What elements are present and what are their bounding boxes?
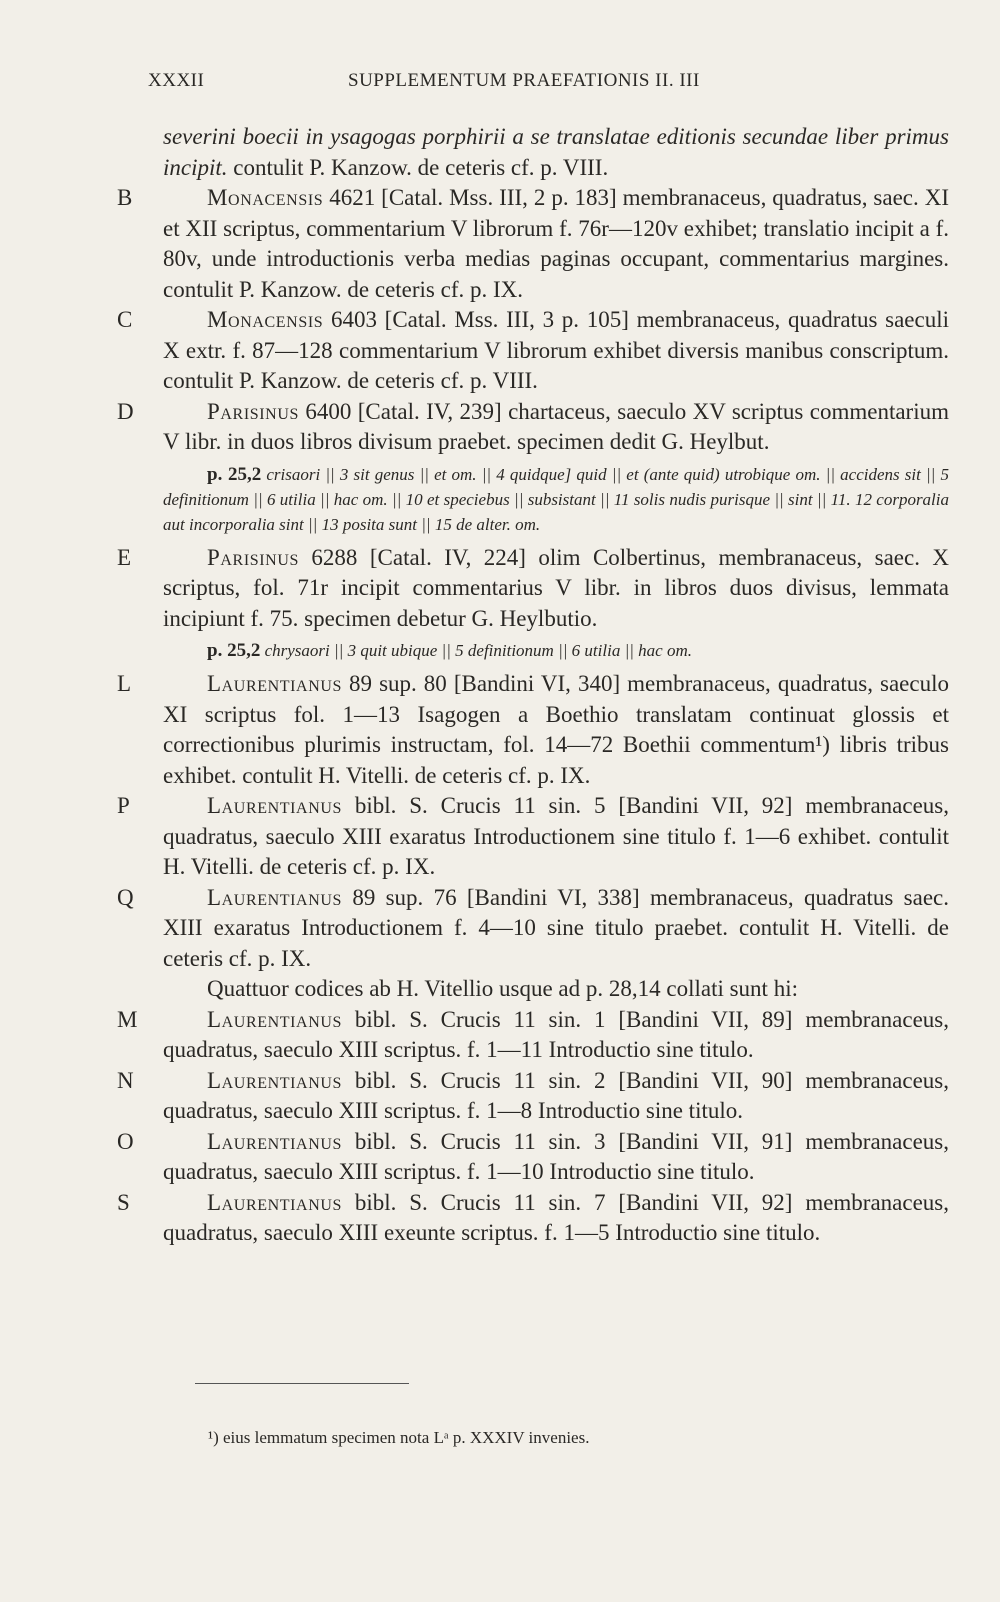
manuscript-description: bibl. S. Crucis 11 sin. 2 [Bandini VII, 90] membranaceus, quadratus, saeculo XIII scriptus. f. 1—8 Introductio sine titulo. [163, 1067, 949, 1123]
siglum: L [117, 671, 132, 696]
manuscript-name: Laurentianus [207, 671, 343, 696]
siglum: N [117, 1067, 134, 1093]
manuscript-description: 6288 [Catal. IV, 224] olim Colbertinus, membranaceus, saec. X scriptus, fol. 71r incipit commentarius V libr. in libros duos divisus, lemmata incipiunt f. 75. specimen debetur G. Heylbutio. [163, 544, 949, 631]
page-number: XXXII [148, 70, 205, 91]
manuscript-entry-M [117, 1005, 949, 1066]
running-title: SUPPLEMENTUM PRAEFATIONIS II. III [348, 70, 700, 91]
manuscript-name: Laurentianus [207, 1128, 343, 1154]
siglum: O [117, 1128, 134, 1154]
manuscript-name: Laurentianus [207, 793, 343, 818]
manuscript-entry-C [117, 305, 949, 397]
siglum: P [117, 793, 130, 818]
transition-sentence: Quattuor codices ab H. Vitellio usque ad p. 28,14 collati sunt hi: [207, 976, 798, 1001]
manuscript-name: Laurentianus [207, 1067, 343, 1093]
manuscript-entry-P [117, 791, 949, 883]
manuscript-name: Laurentianus [207, 884, 343, 910]
manuscript-description: 89 sup. 76 [Bandini VI, 338] membranaceus, quadratus saec. XIII exaratus Introductionem f. 4—10 sine titulo praebet. contulit H. Vitelli. de ceteris cf. p. IX. [163, 884, 949, 971]
collation-D [163, 462, 949, 537]
manuscript-name: Parisinus [207, 544, 299, 570]
siglum: C [117, 307, 133, 332]
manuscript-entry-B [117, 183, 949, 305]
manuscript-description: bibl. S. Crucis 11 sin. 1 [Bandini VII, 89] membranaceus, quadratus, saeculo XIII scriptus. f. 1—11 Introductio sine titulo. [163, 1006, 949, 1062]
collation-E [163, 638, 949, 663]
manuscript-name: Laurentianus [207, 1189, 343, 1215]
manuscript-entry-E [117, 543, 949, 635]
collation-reference: p. 25,2 [207, 640, 261, 661]
manuscript-description: bibl. S. Crucis 11 sin. 5 [Bandini VII, 92] membranaceus, quadratus, saeculo XIII exaratus Introductionem sine titulo f. 1—6 exhibet. contulit H. Vitelli. de ceteris cf. p. IX. [163, 793, 949, 879]
manuscript-description: 6403 [Catal. Mss. III, 3 p. 105] membranaceus, quadratus saeculi X extr. f. 87—128 commentarium V librorum exhibet diversis manibus conscriptum. contulit P. Kanzow. de ceteris cf. p. VIII. [163, 307, 949, 393]
manuscript-entry-D [117, 397, 949, 458]
siglum: Q [117, 884, 134, 910]
siglum: E [117, 544, 132, 570]
main-text [117, 122, 949, 1249]
manuscript-entry-S [117, 1188, 949, 1249]
collation-text: crisaori || 3 sit genus || et om. || 4 quidque] quid || et (ante quid) utrobique om. || accidens sit || 5 definitionum || 6 utilia || hac om. || 10 et speciebus || subsistant || 11 solis nudis purisque || sint || 11. 12 corporalia aut incorporalia sint || 13 posita sunt || 15 de alter. om. [163, 464, 949, 534]
manuscript-description: bibl. S. Crucis 11 sin. 7 [Bandini VII, 92] membranaceus, quadratus, saeculo XIII exeunte scriptus. f. 1—5 Introductio sine titulo. [163, 1189, 949, 1245]
manuscript-name: Laurentianus [207, 1006, 343, 1032]
manuscript-entry-Q [117, 883, 949, 975]
footnote: ¹) eius lemmatum specimen nota Lᵃ p. XXXIV invenies. [208, 1428, 590, 1447]
manuscript-name: Monacensis [207, 185, 324, 210]
manuscript-name: Parisinus [207, 398, 299, 424]
intro-paragraph [163, 122, 949, 183]
footnote-divider [195, 1383, 409, 1384]
intro-incipit: severini boecii in ysagogas porphirii a se translatae editionis secundae liber primus incipit. [163, 124, 949, 180]
collation-reference: p. 25,2 [207, 463, 262, 485]
manuscript-description: 4621 [Catal. Mss. III, 2 p. 183] membranaceus, quadratus, saec. XI et XII scriptus, commentarium V librorum f. 76r—120v exhibet; translatio incipit a f. 80v, unde introductionis verba medias paginas occupant, commentarius margines. contulit P. Kanzow. de ceteris cf. p. IX. [163, 185, 949, 302]
intro-rest: contulit P. Kanzow. de ceteris cf. p. VIII. [227, 154, 609, 180]
manuscript-name: Monacensis [207, 307, 324, 332]
siglum: M [117, 1006, 138, 1032]
manuscript-entry-L [117, 669, 949, 791]
collation-text: chrysaori || 3 quit ubique || 5 definitionum || 6 utilia || hac om. [260, 641, 692, 660]
manuscript-entry-N [117, 1066, 949, 1127]
siglum: B [117, 185, 133, 210]
siglum: S [117, 1189, 130, 1215]
manuscript-entry-O [117, 1127, 949, 1188]
manuscript-description: 6400 [Catal. IV, 239] chartaceus, saeculo XV scriptus commentarium V libr. in duos libros divisum praebet. specimen dedit G. Heylbut. [163, 398, 949, 454]
siglum: D [117, 398, 134, 424]
manuscript-description: 89 sup. 80 [Bandini VI, 340] membranaceus, quadratus, saeculo XI scriptus fol. 1—13 Isagogen a Boethio translatam continuat glossis et correctionibus plurimis instructam, fol. 14—72 Boethii commentum¹) libris tribus exhibet. contulit H. Vitelli. de ceteris cf. p. IX. [163, 671, 949, 788]
manuscript-description: bibl. S. Crucis 11 sin. 3 [Bandini VII, 91] membranaceus, quadratus, saeculo XIII scriptus. f. 1—10 Introductio sine titulo. [163, 1128, 949, 1184]
